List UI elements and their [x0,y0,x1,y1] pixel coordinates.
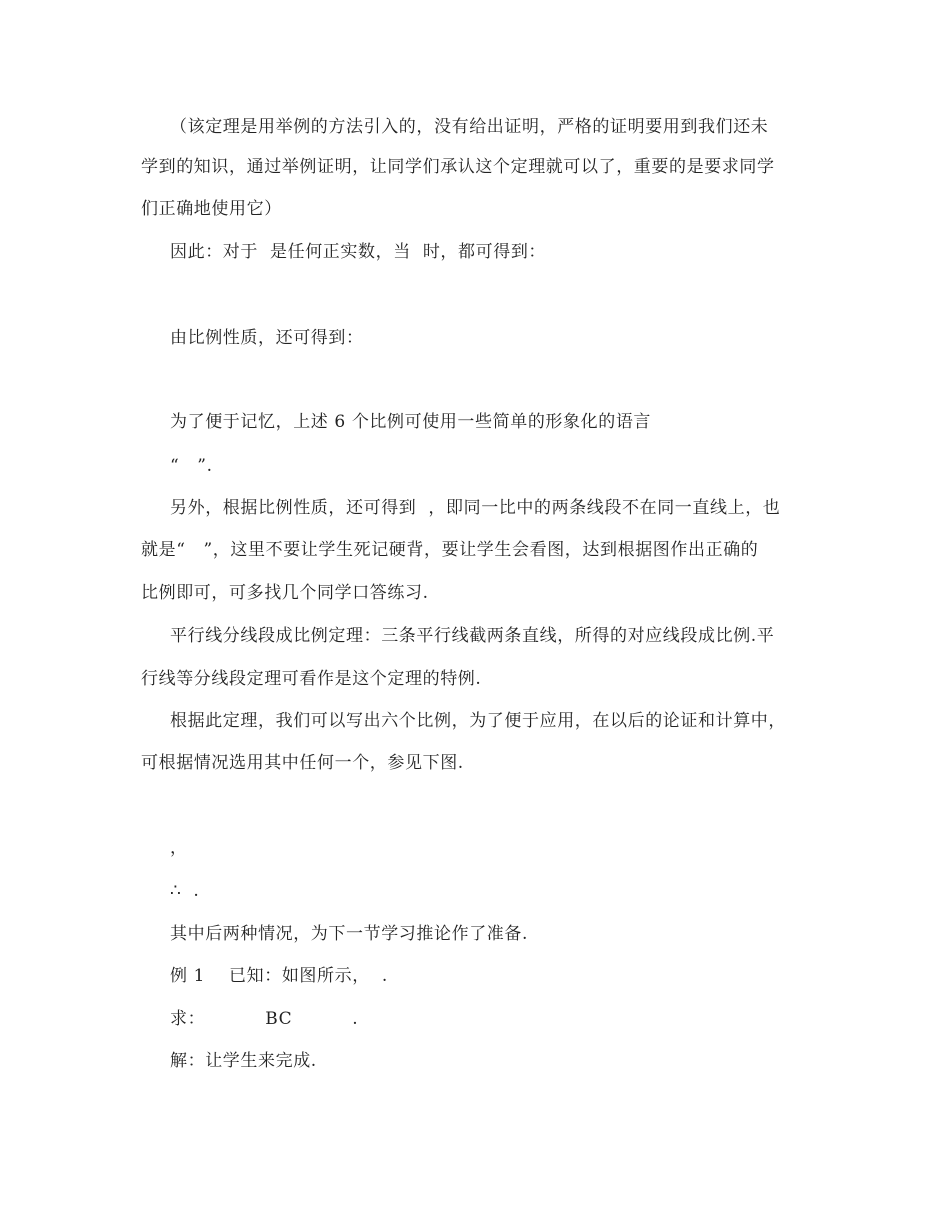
paragraph-theorem-note-line-3: 们正确地使用它） [141,199,282,219]
paragraph-later-cases: 其中后两种情况，为下一节学习推论作了准备. [170,924,529,944]
paragraph-memory-line-1: 为了便于记忆，上述 6 个比例可使用一些简单的形象化的语言 [170,412,652,432]
paragraph-parallel-theorem-line-1: 平行线分线段成比例定理：三条平行线截两条直线，所得的对应线段成比例.平 [170,626,775,646]
paragraph-therefore: 因此：对于 是任何正实数，当 时，都可得到： [170,242,547,262]
paragraph-memory-line-2: “ ”. [170,456,213,476]
paragraph-theorem-note-line-2: 学到的知识，通过举例证明，让同学们承认这个定理就可以了，重要的是要求同学 [141,157,775,177]
paragraph-additionally-line-1: 另外，根据比例性质，还可得到 ，即同一比中的两条线段不在同一直线上，也 [170,498,781,518]
example-1-find: 求： BC . [170,1009,359,1029]
paragraph-additionally-line-3: 比例即可，可多找几个同学口答练习. [141,583,429,603]
paragraph-parallel-theorem-line-2: 行线等分线段定理可看作是这个定理的特例. [141,669,482,689]
comma-line: ， [170,838,188,858]
therefore-line: ∴ . [170,881,200,901]
paragraph-additionally-line-2: 就是“ ”，这里不要让学生死记硬背，要让学生会看图，达到根据图作出正确的 [141,540,759,560]
paragraph-six-proportions-line-1: 根据此定理，我们可以写出六个比例，为了便于应用，在以后的论证和计算中， [170,711,786,731]
paragraph-proportion-property: 由比例性质，还可得到： [170,328,364,348]
example-1-solution: 解：让学生来完成. [170,1051,317,1071]
paragraph-six-proportions-line-2: 可根据情况选用其中任何一个，参见下图. [141,753,464,773]
paragraph-theorem-note-line-1: （该定理是用举例的方法引入的，没有给出证明，严格的证明要用到我们还未 [170,117,769,137]
example-1-given: 例 1 已知：如图所示， . [170,966,388,986]
